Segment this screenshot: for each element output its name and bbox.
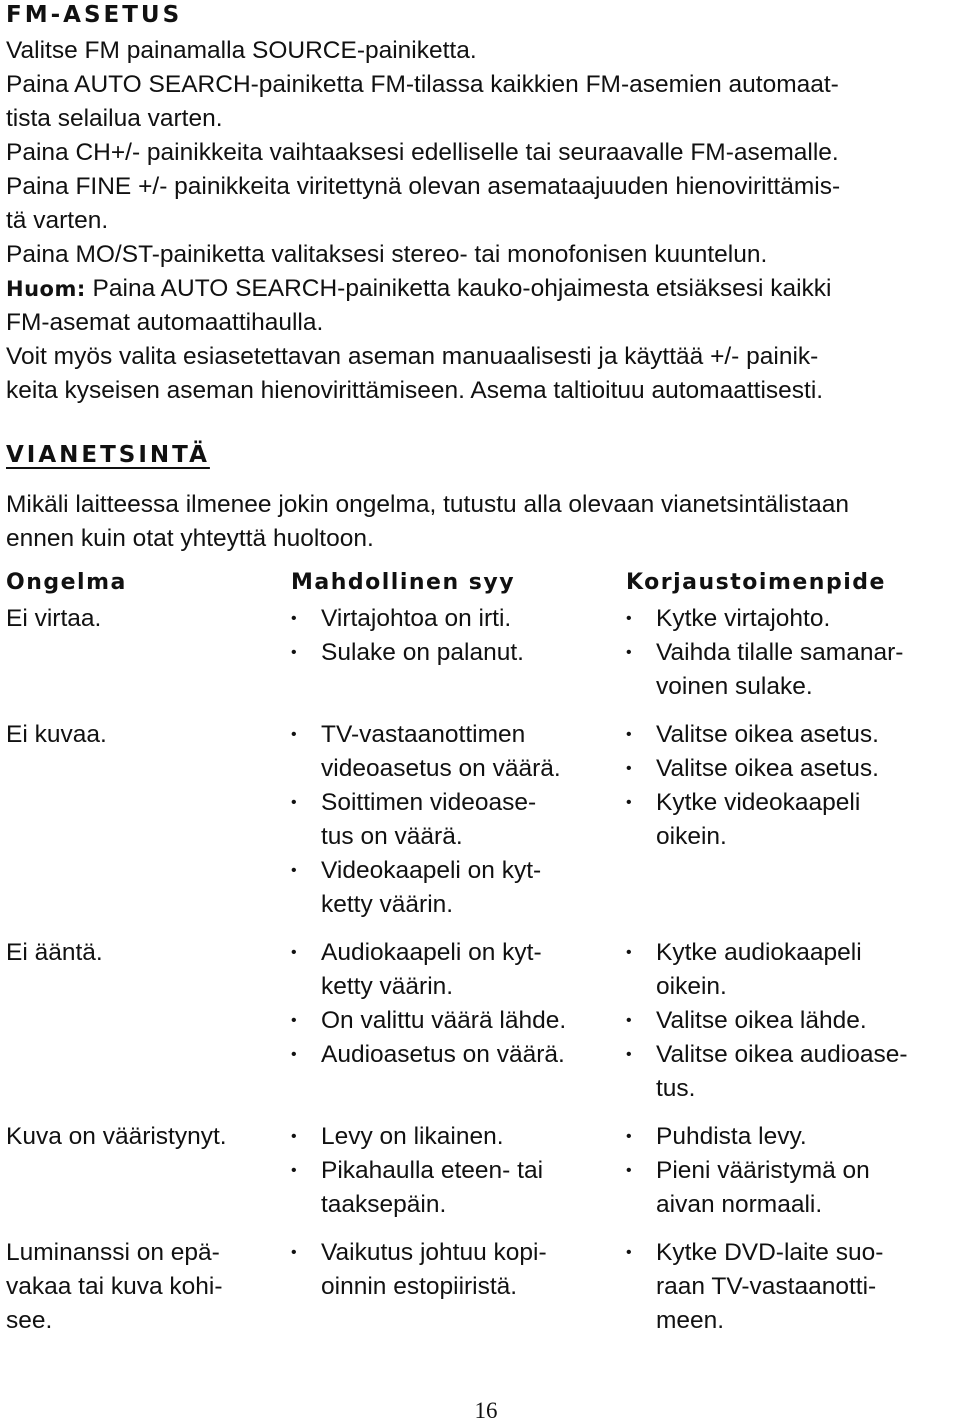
cause-cell <box>291 718 626 922</box>
troubleshooting-intro <box>6 488 956 556</box>
problem-cell <box>6 602 291 704</box>
problem-text: Ei kuvaa. <box>6 721 107 748</box>
cause-text: videoasetus on väärä. <box>321 755 561 782</box>
fix-text: voinen sulake. <box>656 673 813 700</box>
cause-cell <box>291 1236 626 1338</box>
fix-cell <box>626 936 956 1106</box>
fm-line: tä varten. <box>6 207 109 234</box>
cause-item <box>291 1120 626 1154</box>
fix-item <box>626 718 956 752</box>
fm-line: Valitse FM painamalla SOURCE-painiketta. <box>6 37 477 64</box>
fix-list <box>626 936 956 1106</box>
row-gap <box>6 1106 956 1120</box>
fm-note <box>6 272 956 306</box>
fix-item <box>626 1236 956 1338</box>
table-body <box>6 602 956 1338</box>
row-gap <box>6 1222 956 1236</box>
cause-item <box>291 1038 626 1072</box>
cause-text: • Levy on likainen. <box>321 1123 504 1150</box>
problem-text: Ei ääntä. <box>6 939 103 966</box>
note-label: Huom: <box>6 277 86 301</box>
cause-text: oinnin estopiiristä. <box>321 1273 518 1300</box>
table-row <box>6 936 956 1106</box>
fix-item <box>626 786 956 854</box>
cause-item <box>291 854 626 922</box>
fix-text: oikein. <box>656 823 727 850</box>
row-gap <box>6 922 956 936</box>
fix-item <box>626 936 956 1004</box>
fm-line: Paina CH+/- painikkeita vaihtaaksesi edelliselle tai seuraavalle FM-asemalle. <box>6 139 839 166</box>
fix-text: • Pieni vääristymä on <box>656 1157 870 1184</box>
fm-line: Paina MO/ST-painiketta valitaksesi stereo- tai monofonisen kuuntelun. <box>6 241 768 268</box>
fix-list <box>626 1236 956 1338</box>
fm-note-line: FM-asemat automaattihaulla. <box>6 309 324 336</box>
cause-text: • Sulake on palanut. <box>321 639 524 666</box>
fix-text: meen. <box>656 1307 725 1334</box>
fix-text: • Kytke videokaapeli <box>656 789 861 816</box>
table-row <box>6 718 956 922</box>
fix-item <box>626 1038 956 1106</box>
header-problem: Ongelma <box>6 570 127 595</box>
cause-cell <box>291 936 626 1106</box>
cause-list <box>291 936 626 1072</box>
cause-cell <box>291 1120 626 1222</box>
fix-list <box>626 718 956 854</box>
note-text: Paina AUTO SEARCH-painiketta kauko-ohjaimesta etsiäksesi kaikki <box>85 275 832 302</box>
fix-cell <box>626 1120 956 1222</box>
fix-text: • Vaihda tilalle samanar- <box>656 639 904 666</box>
table-row <box>6 602 956 704</box>
fix-text: • Kytke virtajohto. <box>656 605 831 632</box>
fix-text: • Kytke DVD-laite suo- <box>656 1239 884 1266</box>
troubleshooting-table <box>6 566 956 1338</box>
fix-list <box>626 1120 956 1222</box>
fix-item <box>626 752 956 786</box>
cause-item <box>291 1236 626 1304</box>
problem-text: vakaa tai kuva kohi- <box>6 1273 223 1300</box>
fm-note-line: Voit myös valita esiasetettavan aseman manuaalisesti ja käyttää +/- painik- <box>6 343 819 370</box>
fix-text: tus. <box>656 1075 696 1102</box>
page-number: 16 <box>474 1398 498 1423</box>
table-header <box>6 566 956 602</box>
fm-note-line: keita kyseisen aseman hienovirittämiseen. Asema taltioituu automaattisesti. <box>6 377 824 404</box>
cause-item <box>291 636 626 670</box>
fix-item <box>626 636 956 704</box>
cause-text: tus on väärä. <box>321 823 463 850</box>
problem-text: see. <box>6 1307 53 1334</box>
cause-text: ketty väärin. <box>321 891 454 918</box>
cause-cell <box>291 602 626 704</box>
intro-line: ennen kuin otat yhteyttä huoltoon. <box>6 525 374 552</box>
fm-line: tista selailua varten. <box>6 105 223 132</box>
fm-line: Paina AUTO SEARCH-painiketta FM-tilassa kaikkien FM-asemien automaat- <box>6 71 839 98</box>
fix-cell <box>626 1236 956 1338</box>
fm-section-title: FM-ASETUS <box>6 2 183 28</box>
cause-item <box>291 936 626 1004</box>
fix-text: • Valitse oikea audioase- <box>656 1041 908 1068</box>
troubleshooting-title: VIANETSINTÄ <box>6 442 210 468</box>
fix-text: • Kytke audiokaapeli <box>656 939 862 966</box>
cause-text: • Pikahaulla eteen- tai <box>321 1157 544 1184</box>
problem-cell <box>6 1236 291 1338</box>
problem-text: Luminanssi on epä- <box>6 1239 220 1266</box>
fix-text: • Valitse oikea asetus. <box>656 721 879 748</box>
fix-text: raan TV-vastaanotti- <box>656 1273 877 1300</box>
problem-cell <box>6 936 291 1106</box>
fix-list <box>626 602 956 704</box>
cause-text: • Videokaapeli on kyt- <box>321 857 542 884</box>
table-row <box>6 1236 956 1338</box>
fix-text: • Valitse oikea asetus. <box>656 755 879 782</box>
fix-text: • Puhdista levy. <box>656 1123 807 1150</box>
fix-text: • Valitse oikea lähde. <box>656 1007 867 1034</box>
fm-line: Paina FINE +/- painikkeita viritettynä olevan asemataajuuden hienovirittämis- <box>6 173 841 200</box>
fix-item <box>626 1120 956 1154</box>
problem-text: Ei virtaa. <box>6 605 102 632</box>
cause-text: • Virtajohtoa on irti. <box>321 605 512 632</box>
cause-item <box>291 1004 626 1038</box>
cause-item <box>291 602 626 636</box>
cause-list <box>291 718 626 922</box>
cause-item <box>291 718 626 786</box>
cause-text: taaksepäin. <box>321 1191 447 1218</box>
cause-list <box>291 602 626 670</box>
problem-text: Kuva on vääristynyt. <box>6 1123 227 1150</box>
fix-cell <box>626 718 956 922</box>
cause-text: • Vaikutus johtuu kopi- <box>321 1239 547 1266</box>
fix-item <box>626 1004 956 1038</box>
problem-cell <box>6 718 291 922</box>
cause-list <box>291 1236 626 1304</box>
cause-item <box>291 1154 626 1222</box>
header-cause: Mahdollinen syy <box>291 570 516 595</box>
fix-text: oikein. <box>656 973 727 1000</box>
cause-text: ketty väärin. <box>321 973 454 1000</box>
table-row <box>6 1120 956 1222</box>
cause-list <box>291 1120 626 1222</box>
cause-text: • Audiokaapeli on kyt- <box>321 939 542 966</box>
cause-item <box>291 786 626 854</box>
cause-text: • TV-vastaanottimen <box>321 721 526 748</box>
intro-line: Mikäli laitteessa ilmenee jokin ongelma, tutustu alla olevaan vianetsintälistaan <box>6 491 850 518</box>
fix-cell <box>626 602 956 704</box>
fm-instructions <box>6 34 956 408</box>
row-gap <box>6 704 956 718</box>
fix-item <box>626 602 956 636</box>
fix-item <box>626 1154 956 1222</box>
problem-cell <box>6 1120 291 1222</box>
fix-text: aivan normaali. <box>656 1191 823 1218</box>
cause-text: • Audioasetus on väärä. <box>321 1041 565 1068</box>
cause-text: • Soittimen videoase- <box>321 789 537 816</box>
cause-text: • On valittu väärä lähde. <box>321 1007 567 1034</box>
header-fix: Korjaustoimenpide <box>626 570 886 595</box>
